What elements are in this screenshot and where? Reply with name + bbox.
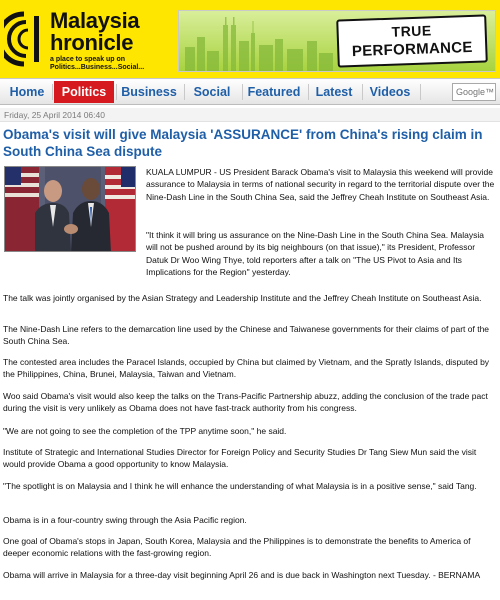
nav-divider xyxy=(420,84,421,100)
article-date: Friday, 25 April 2014 06:40 xyxy=(0,108,500,122)
nav-divider xyxy=(116,84,117,100)
photo-obama-najib-handshake xyxy=(5,167,136,252)
nav-item-home[interactable]: Home xyxy=(9,85,45,99)
article-paragraph: "We are not going to see the completion of the TPP anytime soon," he said. xyxy=(3,426,287,436)
nav-item-videos[interactable]: Videos xyxy=(369,85,411,99)
search-input[interactable] xyxy=(452,83,496,101)
nav-item-politics[interactable]: Politics xyxy=(54,81,114,103)
logo-text-line2: hronicle xyxy=(50,30,134,55)
article-paragraph: The talk was jointly organised by the Asian Strategy and Leadership Institute and the Jeffrey Cheah Institute on Southeast Asia. xyxy=(3,293,482,303)
article-paragraph: Obama is in a four-country swing through the Asia Pacific region. xyxy=(3,515,247,525)
article-paragraph: Woo said Obama's visit would also keep the talks on the Trans-Pacific Partnership abuzz, adding the conclusion of the trade pact during the visit is very unlikely as Obama does not have fast-track authority from his congress. xyxy=(3,391,488,414)
site-logo[interactable] xyxy=(4,6,174,74)
logo-text-line1: Malaysia xyxy=(50,8,140,33)
main-nav xyxy=(0,78,500,105)
article-paragraph: The Nine-Dash Line refers to the demarcation line used by the Chinese and Taiwanese governments for their claims of part of the South China Sea. xyxy=(3,324,490,347)
article-paragraph: "The spotlight is on Malaysia and I think he will enhance the understanding of what Malaysia is in a positive sense," said Tang. xyxy=(3,481,477,491)
article-paragraph: Obama will arrive in Malaysia for a three-day visit beginning April 26 and is due back in Washington next Tuesday. - BERNAMA xyxy=(3,570,481,580)
nav-divider xyxy=(308,84,309,100)
article-paragraph: KUALA LUMPUR - US President Barack Obama's visit to Malaysia this weekend will provide assurance to Malaysia in terms of national security in regard to the territorial dispute over the Nine-Dash Line in the South China Sea, said the Jeffrey Cheah Institute on Southeast Asia. xyxy=(146,167,495,202)
nav-item-social[interactable]: Social xyxy=(193,85,231,99)
article-paragraph: "It think it will bring us assurance on the Nine-Dash Line in the South China Sea. Malaysia will not be pushed around by its big neighbours (on that issue)," its President, Professor Datuk Dr Woo Wing Thye, told reporters after a talk on "The US Pivot to Asia and Its Implications for the Region" yesterday. xyxy=(146,230,485,278)
logo-tagline: a place to speak up on Politics...Business...Social... xyxy=(50,56,145,71)
article-headline[interactable]: Obama's visit will give Malaysia 'ASSURANCE' from China's rising claim in South China Sea dispute xyxy=(3,127,483,159)
logo-mark-icon xyxy=(4,10,44,68)
banner-line1: TRUE xyxy=(391,22,432,40)
ad-banner[interactable] xyxy=(178,10,496,72)
nav-item-business[interactable]: Business xyxy=(121,85,177,99)
article-paragraph: Institute of Strategic and International Studies Director for Foreign Policy and Security Studies Dr Tang Siew Mun said the visit would provide Obama a good opportunity to know Malaysia. xyxy=(3,447,477,470)
article-photo xyxy=(4,166,136,252)
nav-divider xyxy=(362,84,363,100)
nav-divider xyxy=(242,84,243,100)
nav-item-latest[interactable]: Latest xyxy=(315,85,353,99)
nav-divider xyxy=(184,84,185,100)
banner-slogan xyxy=(336,14,488,67)
banner-line2: PERFORMANCE xyxy=(351,38,473,61)
nav-divider xyxy=(52,84,53,100)
nav-item-featured[interactable]: Featured xyxy=(247,85,301,99)
site-header xyxy=(0,0,500,78)
article-paragraph: The contested area includes the Paracel Islands, occupied by China but claimed by Vietnam, and the Spratly Islands, disputed by the Philippines, China, Brunei, Malaysia, Taiwan and Vietnam. xyxy=(3,357,490,380)
article-paragraph: One goal of Obama's stops in Japan, South Korea, Malaysia and the Philippines is to demonstrate the benefits to America of deeper economic relations with the fast-growing region. xyxy=(3,536,471,559)
